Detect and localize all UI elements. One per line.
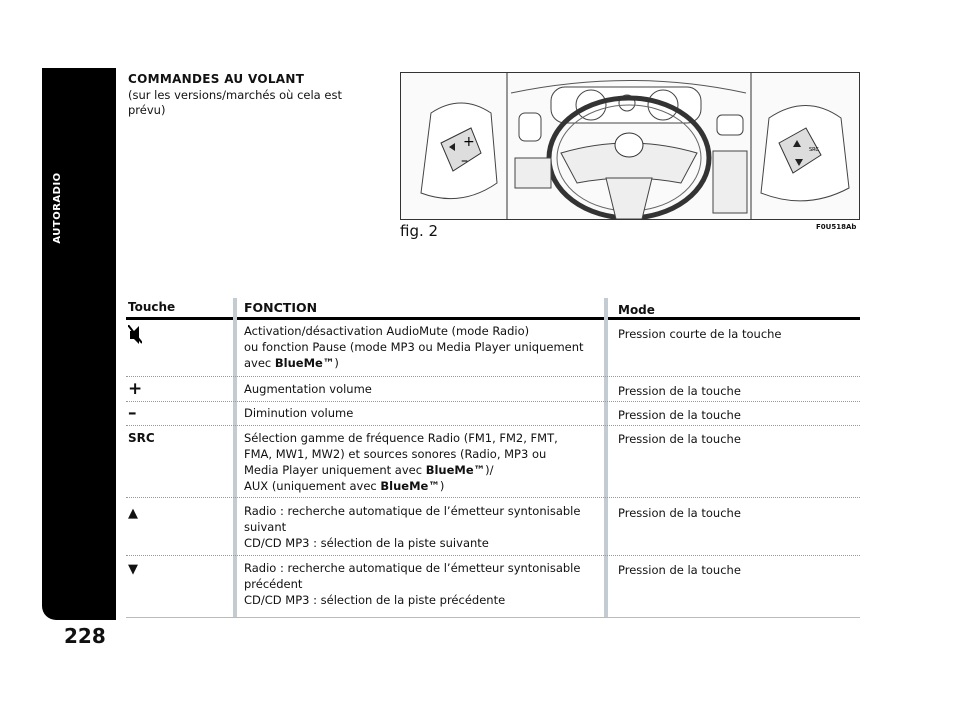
figure-caption: fig. 2 — [400, 222, 439, 240]
chapter-label: AUTORADIO — [52, 172, 63, 244]
row-2-mode: Pression de la touche — [618, 384, 741, 398]
header-key: Touche — [128, 300, 176, 314]
column-divider-1 — [233, 298, 237, 618]
row-6-function: Radio : recherche automatique de l’émetteur syntonisable précédent CD/CD MP3 : sélection de la piste précédente — [244, 561, 581, 607]
row-2-function: Augmentation volume — [244, 382, 372, 396]
dashboard-drawing — [511, 73, 751, 219]
page-number: 228 — [64, 624, 106, 648]
table-end-rule — [126, 617, 860, 618]
row-separator — [126, 401, 860, 402]
row-5-key: ▲ — [128, 506, 138, 521]
row-5-function: Radio : recherche automatique de l’émetteur syntonisable suivant CD/CD MP3 : sélection de la piste suivante — [244, 504, 581, 550]
src-label: SRC — [809, 147, 819, 153]
column-divider-2 — [604, 298, 608, 618]
row-3-mode: Pression de la touche — [618, 408, 741, 422]
row-5-mode: Pression de la touche — [618, 506, 741, 520]
row-separator — [126, 555, 860, 556]
row-4-key: SRC — [128, 431, 155, 445]
row-4-function: Sélection gamme de fréquence Radio (FM1, FM2, FMT, FMA, MW1, MW2) et sources sonores (Radio, MP3 ou Media Player uniquement avec BlueMe™)/ AUX (uniquement avec BlueMe™) — [244, 431, 558, 493]
plus-label: + — [463, 134, 475, 150]
row-6-mode: Pression de la touche — [618, 563, 741, 577]
row-4-mode: Pression de la touche — [618, 432, 741, 446]
row-3-key: – — [128, 403, 137, 423]
row-6-key: ▼ — [128, 562, 138, 577]
figure-code: F0U518Ab — [816, 223, 857, 231]
row-2-key: + — [128, 379, 143, 399]
row-1-function: Activation/désactivation AudioMute (mode Radio) ou fonction Pause (mode MP3 ou Media Player uniquement avec BlueMe™) — [244, 324, 584, 370]
section-subtitle: (sur les versions/marchés où cela est prévu) — [128, 88, 342, 117]
row-1-mode: Pression courte de la touche — [618, 327, 782, 341]
row-separator — [126, 376, 860, 377]
mute-icon — [128, 325, 142, 345]
minus-label: – — [461, 153, 468, 169]
row-3-function: Diminution volume — [244, 406, 354, 420]
right-controls-detail — [761, 106, 849, 201]
left-controls-detail — [421, 73, 507, 219]
header-mode: Mode — [618, 303, 655, 317]
row-separator — [126, 497, 860, 498]
section-title: COMMANDES AU VOLANT — [128, 72, 305, 86]
row-separator — [126, 425, 860, 426]
steering-wheel-figure — [400, 72, 860, 220]
header-function: FONCTION — [244, 300, 318, 315]
